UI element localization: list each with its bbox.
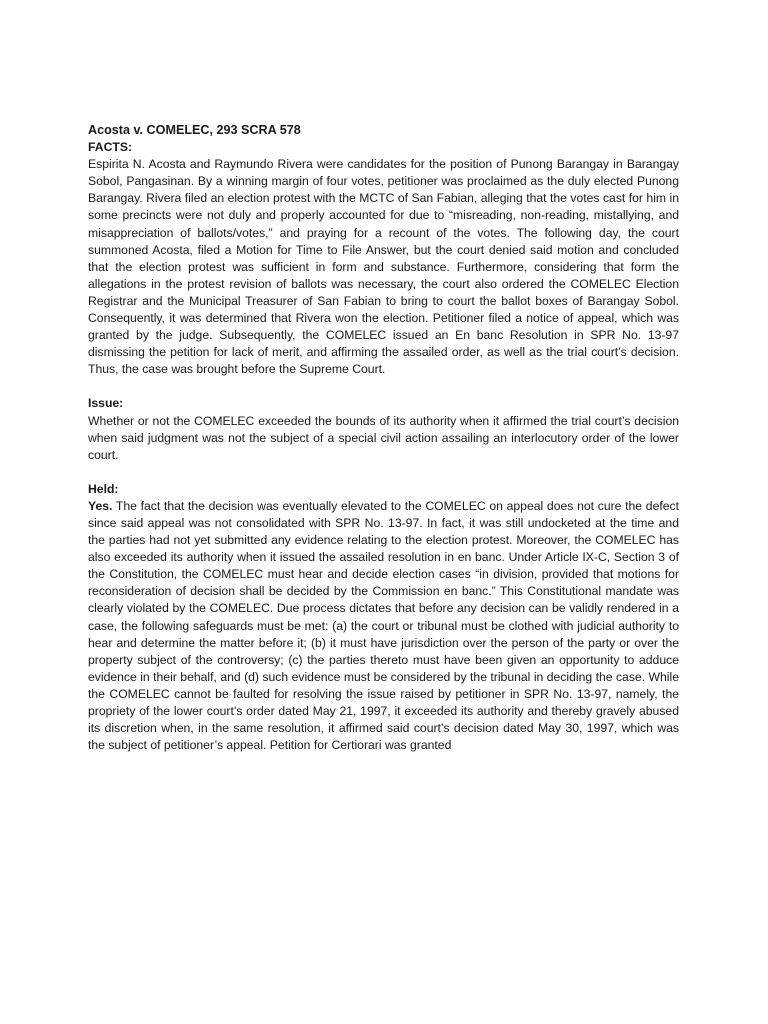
held-body: The fact that the decision was eventually elevated to the COMELEC on appeal does not cure the defect since said appeal was not consolidated with SPR No. 13-97. In fact, it was still undocketed at the time and the parties had not yet submitted any evidence relating to the election protest. Moreover, the COMELEC has also exceeded its authority when it issued the assailed resolution in en banc. Under Article IX-C, Section 3 of the Constitution, the COMELEC must hear and decide election cases “in division, provided that motions for reconsideration of decision shall be decided by the Commission en banc.” This Constitutional mandate was clearly violated by the COMELEC. Due process dictates that before any decision can be validly rendered in a case, the following safeguards must be met: (a) the court or tribunal must be clothed with judicial authority to hear and determine the matter before it; (b) it must have jurisdiction over the person of the party or over the property subject of the controversy; (c) the parties thereto must have been given an opportunity to adduce evidence in their behalf, and (d) such evidence must be considered by the tribunal in deciding the case. While the COMELEC cannot be faulted for resolving the issue raised by petitioner in SPR No. 13-97, namely, the propriety of the lower court’s order dated May 21, 1997, it exceeded its authority and thereby gravely abused its discretion when, in the same resolution, it affirmed said court’s decision dated May 30, 1997, which was the subject of petitioner’s appeal. Petition for Certiorari was granted [88,498,679,753]
held-lead: Yes. [88,498,113,513]
case-title: Acosta v. COMELEC, 293 SCRA 578 [88,123,301,137]
issue-heading: Issue: [88,396,124,411]
held-paragraph [88,498,679,754]
facts-body: Espirita N. Acosta and Raymundo Rivera were candidates for the position of Punong Barangay in Barangay Sobol, Pangasinan. By a winning margin of four votes, petitioner was proclaimed as the duly elected Punong Barangay. Rivera filed an election protest with the MCTC of San Fabian, alleging that the votes cast for him in some precincts were not duly and properly accounted for due to “misreading, non-reading, mistallying, and misappreciation of ballots/votes,” and praying for a recount of the votes. The following day, the court summoned Acosta, filed a Motion for Time to File Answer, but the court denied said motion and concluded that the election protest was sufficient in form and substance. Furthermore, considering that form the allegations in the protest revision of ballots was necessary, the court also ordered the COMELEC Election Registrar and the Municipal Treasurer of San Fabian to bring to court the ballot boxes of Barangay Sobol. Consequently, it was determined that Rivera won the election. Petitioner filed a notice of appeal, which was granted by the judge. Subsequently, the COMELEC issued an En banc Resolution in SPR No. 13-97 dismissing the petition for lack of merit, and affirming the assailed order, as well as the trial court’s decision. Thus, the case was brought before the Supreme Court. [88,157,679,377]
section-spacer [88,378,679,395]
facts-heading: FACTS: [88,140,133,155]
issue-body: Whether or not the COMELEC exceeded the bounds of its authority when it affirmed the trial court’s decision when said judgment was not the subject of a special civil action assailing an interlocutory order of the lower court. [88,413,679,462]
section-spacer [88,464,679,481]
held-heading: Held: [88,481,119,496]
case-digest-page [88,122,679,754]
